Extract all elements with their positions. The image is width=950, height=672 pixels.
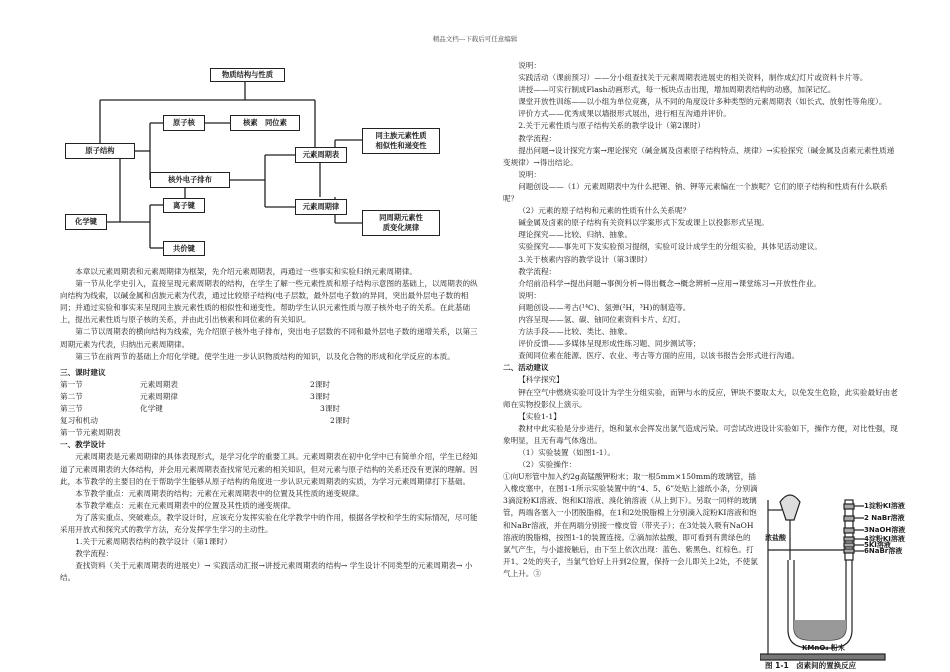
body-line: 说明：: [518, 169, 541, 179]
schedule-topic: [140, 415, 310, 427]
body-line: 教学流程：: [518, 266, 557, 276]
unit-title: 第一节元素周期表: [60, 428, 121, 438]
intro-paragraph: 第三节在前两节的基础上介绍化学键。使学生进一步认识物质结构的知识，以及化合物的形成和化学反应的本质。: [75, 351, 455, 361]
label-starch-ki-4: 4淀粉KI溶液: [864, 535, 905, 543]
schedule-hours: 2课时: [330, 416, 351, 426]
label-ki-5: 5KI溶液: [864, 541, 891, 549]
table-row: [60, 379, 390, 391]
body-line: 方法手段——比较、类比、抽象。: [518, 327, 633, 337]
experiment-figure: [760, 480, 906, 670]
diagram-nuclide-isotope: 核素 同位素: [230, 115, 300, 131]
body-line: 教学流程：: [518, 133, 557, 143]
teaching-design-paragraph: 为了落实重点、突破难点，教学设计时，应该充分发挥实验在化学教学中的作用，根据各学校和学生的实际情况，尽可能采用开放式和探究式的教学方法，充分发挥学生学习的主动性。: [60, 512, 478, 534]
diagram-same-group-line2: 相似性和递变性: [375, 141, 427, 150]
diagram-ionic-bond: 离子键: [163, 198, 205, 213]
body-line: 问题创设——考古(¹⁴C)、氢弹(²H，³H)的制造等。: [518, 302, 691, 312]
diagram-same-group: [362, 128, 440, 154]
left-column: [60, 60, 480, 584]
body-line: 实验探究——事先可下发实验预习提纲，实验可设计成学生的分组实验，具体见活动建议。: [518, 242, 822, 252]
intro-paragraph: 第一节从化学史引入，直接呈现元素周期表的结构，在学生了解一些元素性质和原子结构示意图的基础上，以周期表的纵向结构为线索，以碱金属和卤族元素为代表，通过比较原子结构(电子层数，最外层电子数)的异同，突出最外层电子数的相同；并通过实验和事实来呈现同主族元素性质的相似性和递变性。帮助学生认识元素性质与原子核外电子的关系。在此基础上，提出元素性质与原子核的关系，并由此引出核素和同位素的有关知识。: [60, 279, 478, 325]
diagram-same-period: [362, 210, 440, 236]
body-line: 问题创设——（1）元素周期表中为什么把锂、钠、钾等元素编在一个族呢？它们的原子结构和性质有什么联系呢？: [503, 181, 888, 204]
body-line: 评价方式——优秀成果以墙报形式展出，进行相互沟通并评价。: [518, 109, 731, 119]
body-line: 内容呈现——氢、碳、铀同位素资料卡片、幻灯。: [518, 314, 686, 324]
device-label: （1）实验装置（如图1-1）。: [518, 448, 615, 457]
label-nabr-6: 6NaBr溶液: [864, 547, 903, 555]
diagram-covalent-bond: 共价键: [163, 241, 205, 256]
body-line: 2.关于元素性质与原子结构关系的教学设计（第2课时）: [518, 121, 705, 131]
body-line: 3.关于核素内容的教学设计（第3课时）: [518, 254, 652, 264]
body-line: 提出问题→设计探究方案→理论探究（碱金属及卤素原子结构特点、规律）→实验探究（碱金属及卤素元素性质递变规律）→得出结论。: [503, 145, 895, 167]
teaching-design-paragraph: 元素周期表是元素周期律的具体表现形式，是学习化学的重要工具。元素周期表在初中化学中已有简单介绍，学生已经知道了元素周期表的大体结构，并会用元素周期表查找常见元素的相关知识，但对元素与原子结构的关系还没有更深的理解。因此，本节教学的主要目的在于帮助学生能够从原子结构的角度进一步认识元素周期表的实质，为学习元素周期律打下基础。: [60, 452, 478, 486]
diagram-atomic-structure: 原子结构: [65, 143, 135, 159]
body-line: 理论探究——比较、归纳、抽象。: [518, 230, 633, 240]
schedule-section: 第三节: [60, 404, 83, 414]
schedule-table: [60, 379, 390, 427]
diagram-chemical-bond: 化学键: [65, 214, 107, 230]
schedule-topic: 化学键: [140, 404, 163, 414]
schedule-hours: 3课时: [310, 391, 331, 401]
schedule-section: 第一节: [60, 379, 83, 389]
schedule-hours: 3课时: [320, 404, 341, 414]
section-title-teaching-design: 一、教学设计: [60, 440, 106, 450]
section-title-schedule: 三、课时建议: [60, 367, 106, 377]
section-title-activity: 二、活动建议: [503, 363, 549, 373]
table-row: [60, 391, 390, 403]
design1-title: 1.关于元素周期表结构的教学设计（第1课时）: [75, 537, 232, 547]
diagram-same-period-line2: 质变化规律: [382, 223, 420, 232]
label-naoh-3: 3NaOH溶液: [864, 526, 906, 534]
body-line: 评价反馈——多媒体呈现形成性练习题、同步测试等；: [518, 339, 701, 349]
schedule-topic: 元素周期律: [140, 391, 178, 401]
diagram-electron-config: 核外电子排布: [150, 172, 230, 188]
diagram-nucleus: 原子核: [163, 115, 205, 131]
body-line: 碱金属及卤素的原子结构有关资料以学案形式下发或课上以投影形式呈现。: [518, 218, 769, 228]
body-line: 介绍前沿科学→提出问题→事例分析→得出概念→概念辨析→应用→课堂练习→开放性作业。: [518, 278, 821, 288]
page-header: 精品文档---下载后可任意编辑: [432, 35, 518, 43]
experiment-intro: 教材中此实验是分步进行，饱和氯水会挥发出氯气造成污染。可尝试改进设计实验如下，操作方便，对比性强，现象明显，且无有毒气体逸出。: [503, 423, 898, 445]
figure-caption: 图 1-1 卤素间的置换反应: [765, 661, 857, 670]
diagram-same-period-line1: 同周期元素性: [379, 213, 423, 222]
diagram-root: 物质结构与性质: [210, 68, 285, 82]
label-starch-ki-1: 1淀粉KI溶液: [864, 502, 905, 510]
label-kmno4: KMnO₄ 粉末: [802, 644, 845, 652]
schedule-topic: 元素周期表: [140, 379, 178, 389]
steps-text: ①向U形管中加入约2g高锰酸钾粉末；取一根5mm×150mm的玻璃管，插入橡皮塞中，在图1-1所示实验装置中的“4、5、6”处贴上滤纸小条，分别滴3滴淀粉KI溶液、饱和KI溶液、溴化钠溶液（从上到下）。另取一同样的玻璃管，两端各塞入一小团脱脂棉，在1和2处脱脂棉上分别滴入淀粉KI溶液和饱和NaBr溶液，并在两端分别接一橡皮管（带夹子）；在3处装入吸有NaOH溶液的脱脂棉，按图1-1的装置连接。②滴加浓盐酸，即可看到有黄绿色的氯气产生，与小滤接触后，由下至上依次出现：蓝色、紫黑色、红棕色。打开1、2处的夹子，当氯气恰好上升到2位置，保持一会儿即关上2处，不使氯气上升。③: [503, 472, 758, 578]
intro-paragraph: 本章以元素周期表和元素周期律为框架，先介绍元素周期表，再通过一些事实和实验归纳元素周期律。: [75, 267, 417, 276]
schedule-section: 第二节: [60, 391, 83, 401]
body-line: 说明：: [518, 61, 541, 70]
label-conc-hcl: 浓盐酸: [765, 534, 786, 542]
steps-label: （2）实验操作：: [518, 460, 577, 470]
structure-diagram: [60, 60, 480, 260]
table-row: [60, 415, 390, 427]
intro-paragraph: 第二节以周期表的横向结构为线索，先介绍原子核外电子排布，突出电子层数的不同和最外层电子数的递增关系，以第三周期元素为代表，归纳出元素周期律。: [60, 327, 478, 349]
body-line: 课堂开放性训练——以小组为单位竞赛，从不同的角度设计多种类型的元素周期表（如长式、放射性等角度）。: [518, 97, 887, 107]
flow-label: 教学流程：: [75, 549, 114, 559]
flow-text: 查找资料（关于元素周期表的进展史）→ 实践活动汇报→讲授元素周期表的结构→ 学生设计不同类型的元素周期表→ 小结。: [60, 561, 473, 583]
body-line: 说明：: [518, 290, 541, 300]
body-line: 讲授——可实行制成Flash动画形式，每一板块点击出现，增加周期表结构的动感，加深记忆。: [518, 85, 836, 95]
teaching-design-paragraph: 本节教学难点：元素在元素周期表中的位置及其性质的递变规律。: [75, 500, 296, 510]
body-line: 查阅同位素在能源、医疗、农业、考古等方面的应用，以该书报告会形式进行沟通。: [518, 351, 800, 361]
body-line: （2）元素的原子结构和元素的性质有什么关系呢？: [518, 206, 691, 216]
teaching-design-paragraph: 本节教学重点：元素周期表的结构；元素在元素周期表中的位置及其性质的递变规律。: [75, 488, 364, 498]
experiment-title: 【实验1-1】: [518, 411, 561, 421]
table-row: [60, 403, 390, 415]
label-nabr-2: 2 NaBr溶液: [864, 514, 905, 522]
diagram-same-group-line1: 同主族元素性质: [375, 131, 427, 140]
sci-inquiry-label: 【科学探究】: [518, 375, 564, 385]
schedule-hours: 2课时: [310, 379, 331, 389]
schedule-section: 复习和机动: [60, 416, 98, 426]
diagram-periodic-law: 元素周期律: [295, 199, 347, 215]
sci-inquiry-text: 钾在空气中燃烧实验可设计为学生分组实验，而钾与水的反应，钾块不要取太大，以免发生危险，此实验最好由老师在实物投影仪上演示。: [503, 387, 898, 409]
diagram-periodic-table: 元素周期表: [295, 147, 347, 163]
body-line: 实践活动（课前预习）——分小组查找关于元素周期表进展史的相关资料，制作成幻灯片或资料卡片等。: [518, 73, 868, 83]
